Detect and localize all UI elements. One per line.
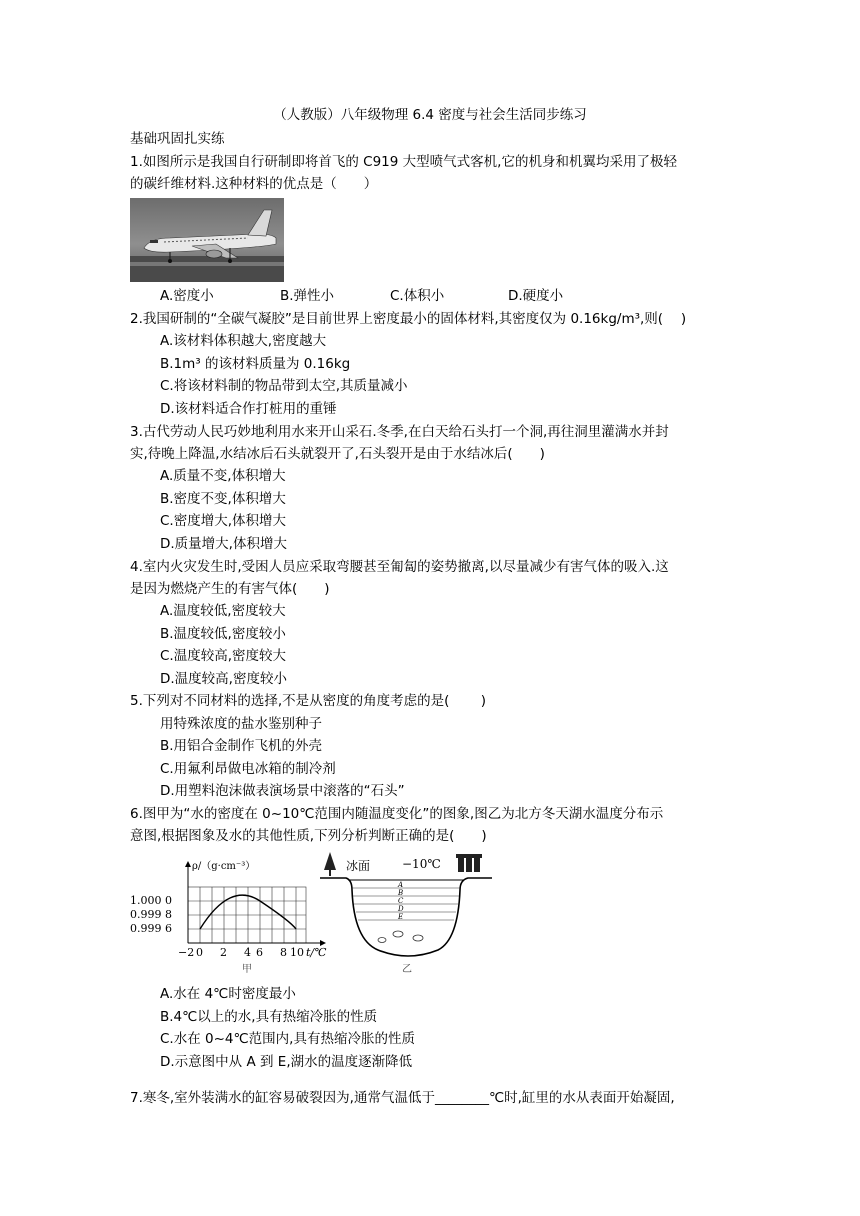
q3-option-d[interactable]: D.质量增大,体积增大 xyxy=(160,536,287,552)
q5-stem: 5.下列对不同材料的选择,不是从密度的角度考虑的是( ) xyxy=(130,693,486,709)
density-ytick-2: 0.999 8 xyxy=(130,908,172,921)
q6-stem-line2: 意图,根据图象及水的其他性质,下列分析判断正确的是( ) xyxy=(130,828,487,844)
q2-option-d[interactable]: D.该材料适合作打桩用的重锤 xyxy=(160,401,337,417)
density-ytick-1: 1.000 0 xyxy=(130,894,172,907)
houses-icon xyxy=(456,854,482,872)
q5-option-b[interactable]: B.用铝合金制作飞机的外壳 xyxy=(160,738,323,754)
ice-surface-label: 冰面 xyxy=(346,859,371,873)
layer-c-label: C xyxy=(398,897,404,905)
layer-d-label: D xyxy=(398,905,404,913)
layer-e-label: E xyxy=(398,913,404,921)
layer-b-label: B xyxy=(398,889,404,897)
density-graph xyxy=(130,855,330,975)
density-xtick-10: 10 xyxy=(290,946,304,959)
q6-option-b[interactable]: B.4℃以上的水,具有热缩冷胀的性质 xyxy=(160,1009,378,1025)
q1-option-c[interactable]: C.体积小 xyxy=(390,288,445,304)
density-xtick-m2: −2 xyxy=(178,946,195,959)
density-y-axis-label: ρ/（g·cm⁻³） xyxy=(192,861,256,872)
q3-option-b[interactable]: B.密度不变,体积增大 xyxy=(160,491,286,507)
q4-option-d[interactable]: D.温度较高,密度较小 xyxy=(160,671,287,687)
q4-stem-line1: 4.室内火灾发生时,受困人员应采取弯腰甚至匍匐的姿势撤离,以尽量减少有害气体的吸入.这 xyxy=(130,559,669,575)
q4-option-a[interactable]: A.温度较低,密度较大 xyxy=(160,603,286,619)
q1-option-d[interactable]: D.硬度小 xyxy=(508,288,564,304)
q2-option-c[interactable]: C.将该材料制的物品带到太空,其质量减小 xyxy=(160,378,408,394)
q5-option-d[interactable]: D.用塑料泡沫做表演场景中滚落的“石头” xyxy=(160,783,405,799)
density-xtick-6: 6 xyxy=(256,946,263,959)
q2-stem: 2.我国研制的“全碳气凝胶”是目前世界上密度最小的固体材料,其密度仅为 0.16kg/m³,则( ) xyxy=(130,311,687,327)
q4-option-c[interactable]: C.温度较高,密度较大 xyxy=(160,648,287,664)
q3-option-a[interactable]: A.质量不变,体积增大 xyxy=(160,468,286,484)
q2-option-a[interactable]: A.该材料体积越大,密度越大 xyxy=(160,333,327,349)
q2-option-b[interactable]: B.1m³ 的该材料质量为 0.16kg xyxy=(160,356,351,372)
q6-option-d[interactable]: D.示意图中从 A 到 E,湖水的温度逐渐降低 xyxy=(160,1054,413,1070)
figure-b-caption: 乙 xyxy=(402,964,412,975)
q6-option-a[interactable]: A.水在 4℃时密度最小 xyxy=(160,986,296,1002)
q1-stem-line1: 1.如图所示是我国自行研制即将首飞的 C919 大型喷气式客机,它的机身和机翼均采用了极轻 xyxy=(130,154,677,170)
density-xtick-4: 4 xyxy=(244,946,251,959)
section-heading: 基础巩固扎实练 xyxy=(130,131,225,147)
air-temperature-label: −10℃ xyxy=(402,857,441,871)
tree-icon xyxy=(324,852,336,876)
density-x-axis-label: t/℃ xyxy=(306,946,327,959)
q1-option-a[interactable]: A.密度小 xyxy=(160,288,214,304)
density-xtick-8: 8 xyxy=(280,946,287,959)
page-title: （人教版）八年级物理 6.4 密度与社会生活同步练习 xyxy=(273,107,587,123)
q4-option-b[interactable]: B.温度较低,密度较小 xyxy=(160,626,286,642)
q3-stem-line1: 3.古代劳动人民巧妙地利用水来开山采石.冬季,在白天给石头打一个洞,再往洞里灌满水并封 xyxy=(130,424,669,440)
q5-option-c[interactable]: C.用氟利昂做电冰箱的制冷剂 xyxy=(160,761,336,777)
q6-option-c[interactable]: C.水在 0~4℃范围内,具有热缩冷胀的性质 xyxy=(160,1031,415,1047)
layer-a-label: A xyxy=(398,881,404,889)
airplane-photo xyxy=(130,198,284,282)
figure-a-caption: 甲 xyxy=(242,964,252,975)
q3-stem-line2: 实,待晚上降温,水结冰后石头就裂开了,石头裂开是由于水结冰后( ) xyxy=(130,446,545,462)
q6-stem-line1: 6.图甲为“水的密度在 0~10℃范围内随温度变化”的图象,图乙为北方冬天湖水温度分布示 xyxy=(130,806,664,822)
density-xtick-2: 2 xyxy=(220,946,227,959)
q7-stem: 7.寒冬,室外装满水的缸容易破裂因为,通常气温低于________℃时,缸里的水从表面开始凝固, xyxy=(130,1090,675,1106)
lake-diagram xyxy=(318,850,494,976)
density-ytick-3: 0.999 6 xyxy=(130,922,172,935)
q5-option-a[interactable]: 用特殊浓度的盐水鉴别种子 xyxy=(160,716,322,732)
q1-option-b[interactable]: B.弹性小 xyxy=(280,288,335,304)
q1-stem-line2: 的碳纤维材料.这种材料的优点是（ ） xyxy=(130,176,378,192)
q3-option-c[interactable]: C.密度增大,体积增大 xyxy=(160,513,287,529)
q4-stem-line2: 是因为燃烧产生的有害气体( ) xyxy=(130,581,330,597)
density-xtick-0: 0 xyxy=(196,946,203,959)
